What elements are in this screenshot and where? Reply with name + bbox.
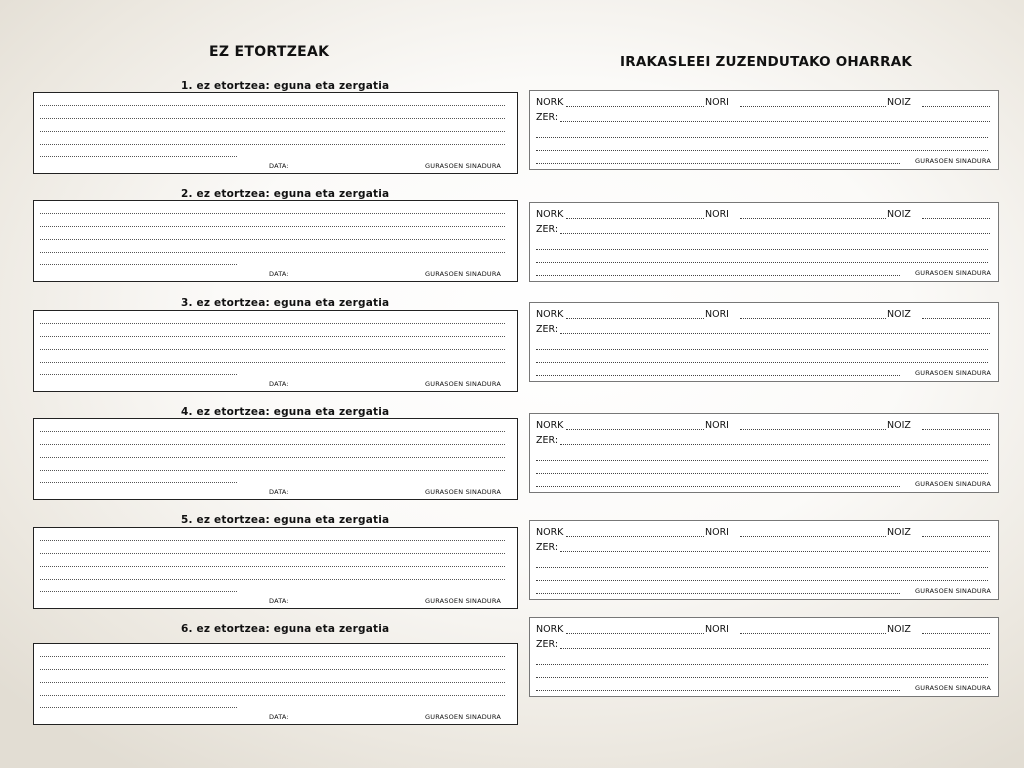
- dotted-writing-line: [536, 690, 900, 691]
- absence-heading: 1. ez etortzea: eguna eta zergatia: [181, 80, 390, 92]
- dotted-writing-line: [536, 567, 988, 568]
- dotted-writing-line: [40, 553, 505, 554]
- dotted-writing-line: [40, 144, 505, 145]
- dotted-writing-line: [40, 470, 505, 471]
- date-label: DATA:: [269, 488, 289, 496]
- dotted-writing-line: [40, 362, 505, 363]
- note-when-label: NOIZ: [887, 97, 911, 108]
- dotted-leader: [566, 536, 706, 537]
- absence-reason-box[interactable]: [33, 92, 518, 174]
- note-to-label: NORI: [705, 97, 729, 108]
- absence-reason-box[interactable]: [33, 418, 518, 500]
- note-from-label: NORK: [536, 97, 564, 108]
- dotted-leader: [560, 551, 990, 552]
- dotted-writing-line: [536, 249, 988, 250]
- dotted-leader: [740, 318, 890, 319]
- dotted-leader: [922, 536, 990, 537]
- dotted-writing-line: [536, 362, 988, 363]
- dotted-leader: [560, 648, 990, 649]
- dotted-writing-line: [40, 336, 505, 337]
- dotted-writing-line: [40, 579, 505, 580]
- parent-signature-label: GURASOEN SINADURA: [915, 684, 991, 692]
- dotted-writing-line: [40, 482, 237, 483]
- note-header-row: [536, 97, 990, 109]
- dotted-writing-line: [40, 323, 505, 324]
- dotted-leader: [560, 121, 990, 122]
- dotted-leader: [922, 429, 990, 430]
- dotted-leader: [740, 218, 890, 219]
- note-header-row: [536, 309, 990, 321]
- teacher-note-box[interactable]: [529, 90, 999, 170]
- dotted-leader: [740, 633, 890, 634]
- note-when-label: NOIZ: [887, 624, 911, 635]
- note-when-label: NOIZ: [887, 309, 911, 320]
- note-subject-row: [536, 435, 990, 447]
- dotted-writing-line: [40, 264, 237, 265]
- parent-signature-label: GURASOEN SINADURA: [425, 270, 501, 278]
- dotted-leader: [566, 633, 706, 634]
- teacher-notes-title: IRAKASLEEI ZUZENDUTAKO OHARRAK: [620, 54, 913, 70]
- dotted-writing-line: [536, 275, 900, 276]
- dotted-writing-line: [40, 374, 237, 375]
- absence-heading: 5. ez etortzea: eguna eta zergatia: [181, 514, 390, 526]
- dotted-writing-line: [40, 566, 505, 567]
- note-subject-label: ZER:: [536, 224, 559, 235]
- absences-title: EZ ETORTZEAK: [209, 44, 330, 60]
- dotted-leader: [566, 106, 706, 107]
- dotted-leader: [566, 318, 706, 319]
- absence-heading: 3. ez etortzea: eguna eta zergatia: [181, 297, 390, 309]
- parent-signature-label: GURASOEN SINADURA: [915, 269, 991, 277]
- dotted-writing-line: [536, 677, 988, 678]
- dotted-writing-line: [40, 431, 505, 432]
- note-header-row: [536, 420, 990, 432]
- dotted-writing-line: [40, 669, 505, 670]
- dotted-writing-line: [40, 540, 505, 541]
- note-subject-label: ZER:: [536, 112, 559, 123]
- note-from-label: NORK: [536, 624, 564, 635]
- note-to-label: NORI: [705, 624, 729, 635]
- dotted-leader: [922, 106, 990, 107]
- dotted-leader: [566, 429, 706, 430]
- dotted-writing-line: [40, 213, 505, 214]
- absence-heading: 4. ez etortzea: eguna eta zergatia: [181, 406, 390, 418]
- dotted-writing-line: [40, 444, 505, 445]
- dotted-writing-line: [40, 349, 505, 350]
- dotted-leader: [922, 633, 990, 634]
- absence-reason-box[interactable]: [33, 643, 518, 725]
- dotted-writing-line: [40, 118, 505, 119]
- note-from-label: NORK: [536, 420, 564, 431]
- date-label: DATA:: [269, 597, 289, 605]
- dotted-writing-line: [40, 591, 237, 592]
- dotted-leader: [560, 444, 990, 445]
- note-subject-label: ZER:: [536, 542, 559, 553]
- absence-reason-box[interactable]: [33, 527, 518, 609]
- date-label: DATA:: [269, 270, 289, 278]
- note-header-row: [536, 527, 990, 539]
- dotted-writing-line: [536, 349, 988, 350]
- date-label: DATA:: [269, 713, 289, 721]
- note-when-label: NOIZ: [887, 420, 911, 431]
- dotted-writing-line: [536, 375, 900, 376]
- dotted-writing-line: [536, 664, 988, 665]
- teacher-note-box[interactable]: [529, 520, 999, 600]
- dotted-writing-line: [536, 486, 900, 487]
- parent-signature-label: GURASOEN SINADURA: [425, 380, 501, 388]
- dotted-writing-line: [536, 150, 988, 151]
- dotted-leader: [922, 218, 990, 219]
- teacher-note-box[interactable]: [529, 413, 999, 493]
- note-subject-row: [536, 224, 990, 236]
- dotted-writing-line: [40, 239, 505, 240]
- date-label: DATA:: [269, 380, 289, 388]
- dotted-writing-line: [536, 580, 988, 581]
- absence-reason-box[interactable]: [33, 200, 518, 282]
- parent-signature-label: GURASOEN SINADURA: [915, 369, 991, 377]
- dotted-leader: [560, 333, 990, 334]
- note-subject-label: ZER:: [536, 324, 559, 335]
- dotted-leader: [922, 318, 990, 319]
- dotted-leader: [740, 429, 890, 430]
- dotted-leader: [740, 106, 890, 107]
- dotted-writing-line: [40, 226, 505, 227]
- note-subject-row: [536, 542, 990, 554]
- note-to-label: NORI: [705, 420, 729, 431]
- dotted-writing-line: [40, 656, 505, 657]
- note-when-label: NOIZ: [887, 527, 911, 538]
- note-to-label: NORI: [705, 527, 729, 538]
- note-when-label: NOIZ: [887, 209, 911, 220]
- dotted-writing-line: [40, 457, 505, 458]
- note-header-row: [536, 624, 990, 636]
- dotted-writing-line: [536, 262, 988, 263]
- date-label: DATA:: [269, 162, 289, 170]
- absence-reason-box[interactable]: [33, 310, 518, 392]
- note-subject-label: ZER:: [536, 435, 559, 446]
- note-subject-row: [536, 112, 990, 124]
- parent-signature-label: GURASOEN SINADURA: [425, 713, 501, 721]
- parent-signature-label: GURASOEN SINADURA: [915, 480, 991, 488]
- parent-signature-label: GURASOEN SINADURA: [425, 162, 501, 170]
- dotted-leader: [560, 233, 990, 234]
- note-from-label: NORK: [536, 309, 564, 320]
- teacher-note-box[interactable]: [529, 302, 999, 382]
- absence-heading: 6. ez etortzea: eguna eta zergatia: [181, 623, 390, 635]
- dotted-writing-line: [40, 105, 505, 106]
- dotted-writing-line: [536, 473, 988, 474]
- note-subject-row: [536, 324, 990, 336]
- parent-signature-label: GURASOEN SINADURA: [915, 587, 991, 595]
- dotted-writing-line: [40, 682, 505, 683]
- parent-signature-label: GURASOEN SINADURA: [425, 488, 501, 496]
- dotted-writing-line: [40, 131, 505, 132]
- note-subject-label: ZER:: [536, 639, 559, 650]
- note-header-row: [536, 209, 990, 221]
- dotted-writing-line: [40, 707, 237, 708]
- dotted-writing-line: [40, 252, 505, 253]
- dotted-writing-line: [536, 163, 900, 164]
- teacher-note-box[interactable]: [529, 617, 999, 697]
- absence-heading: 2. ez etortzea: eguna eta zergatia: [181, 188, 390, 200]
- note-to-label: NORI: [705, 309, 729, 320]
- parent-signature-label: GURASOEN SINADURA: [425, 597, 501, 605]
- dotted-writing-line: [40, 695, 505, 696]
- note-to-label: NORI: [705, 209, 729, 220]
- note-from-label: NORK: [536, 209, 564, 220]
- note-subject-row: [536, 639, 990, 651]
- dotted-writing-line: [40, 156, 237, 157]
- dotted-leader: [740, 536, 890, 537]
- dotted-writing-line: [536, 460, 988, 461]
- dotted-writing-line: [536, 137, 988, 138]
- note-from-label: NORK: [536, 527, 564, 538]
- parent-signature-label: GURASOEN SINADURA: [915, 157, 991, 165]
- teacher-note-box[interactable]: [529, 202, 999, 282]
- dotted-leader: [566, 218, 706, 219]
- dotted-writing-line: [536, 593, 900, 594]
